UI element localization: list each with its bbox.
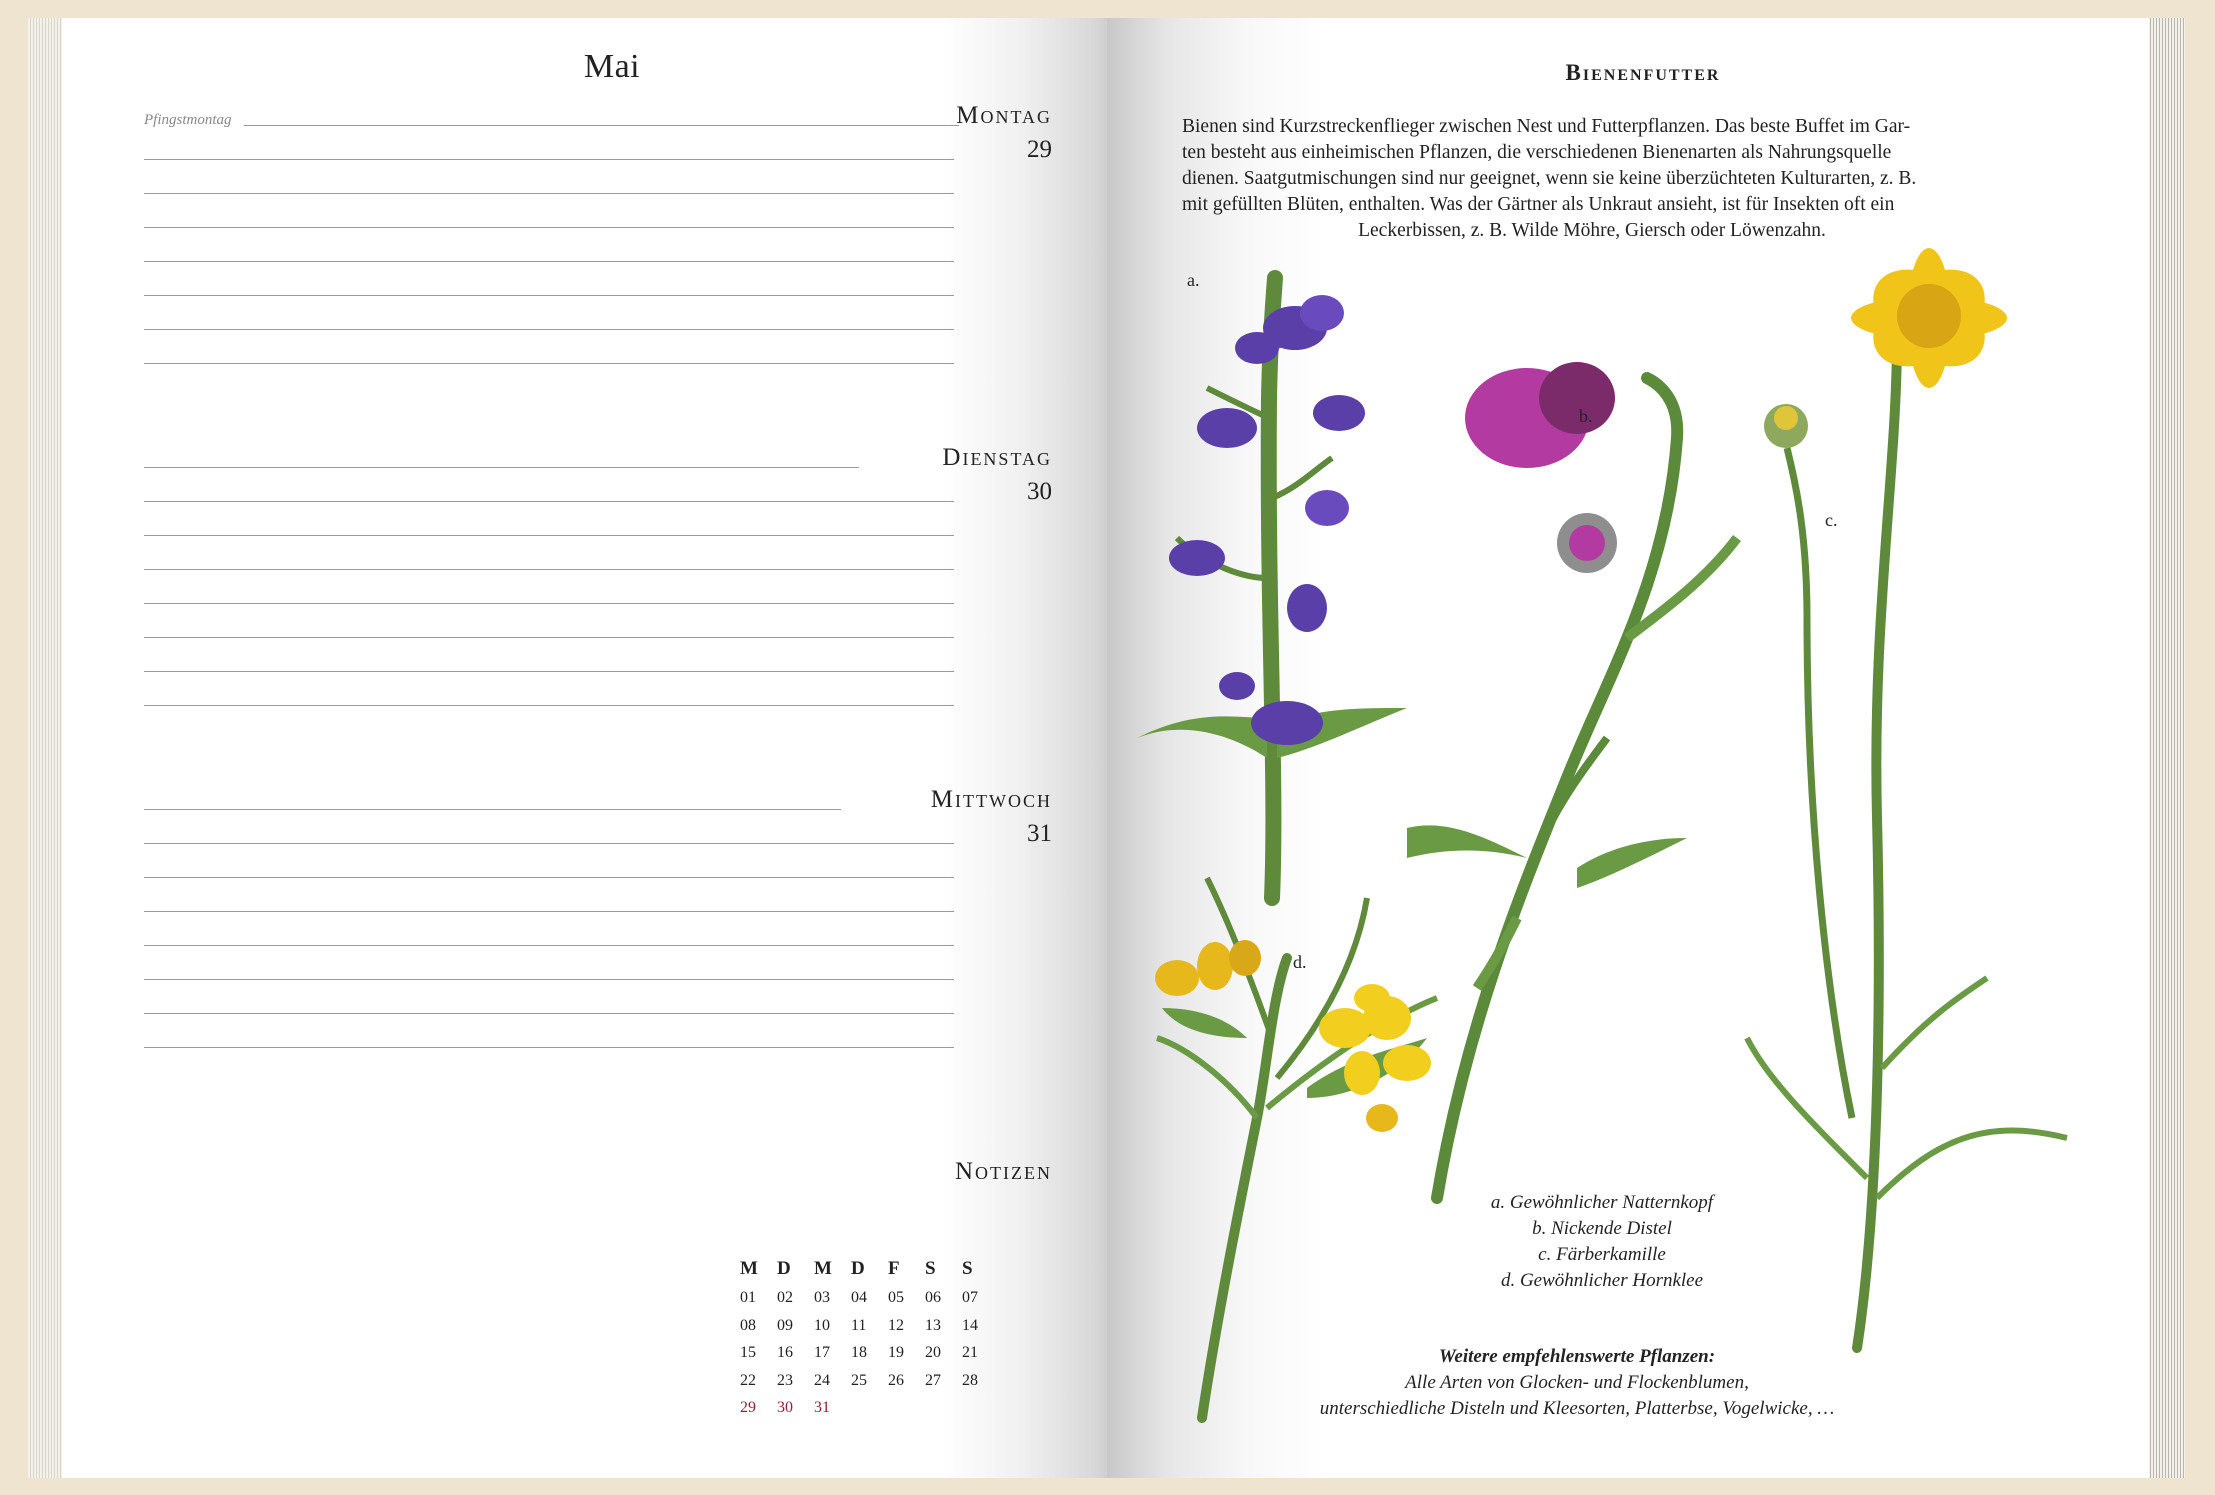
right-page-edges xyxy=(2145,18,2185,1478)
writing-line[interactable] xyxy=(144,705,954,706)
weekday-label: D xyxy=(777,1258,791,1279)
weekday-label: M xyxy=(814,1258,832,1279)
calendar-day: 28 xyxy=(962,1371,978,1389)
holiday-label: Pfingstmontag xyxy=(144,112,232,128)
notes-heading: Notizen xyxy=(954,1158,1052,1185)
calendar-day: 04 xyxy=(851,1289,867,1306)
day-name-wednesday: Mittwoch xyxy=(930,786,1052,813)
golden-chamomile-plant xyxy=(1747,248,2067,1348)
writing-line[interactable] xyxy=(144,911,954,912)
day-block-wednesday xyxy=(144,772,1052,1012)
calendar-day: 06 xyxy=(925,1289,941,1306)
chamomile-flower-head xyxy=(1851,248,2007,388)
writing-line[interactable] xyxy=(144,569,954,570)
weekday-label: S xyxy=(962,1258,973,1279)
plant-label-d: d. xyxy=(1293,952,1307,972)
further-plants-heading: Weitere empfehlenswerte Pflanzen: xyxy=(1438,1346,1716,1367)
further-plants-line: unterschiedliche Disteln und Kleesorten, Platterbse, Vogelwicke, … xyxy=(1319,1398,1835,1419)
legend-item: d. Gewöhnlicher Hornklee xyxy=(1500,1270,1704,1291)
calendar-day: 14 xyxy=(962,1316,978,1334)
calendar-day: 19 xyxy=(888,1344,904,1361)
right-page-illustration xyxy=(1107,18,2149,1478)
legend-item: b. Nickende Distel xyxy=(1532,1218,1672,1239)
calendar-day: 07 xyxy=(962,1289,978,1306)
calendar-day: 05 xyxy=(888,1289,904,1306)
writing-line[interactable] xyxy=(144,671,954,672)
viper-bugloss-plant xyxy=(1137,278,1407,898)
calendar-day: 10 xyxy=(814,1316,830,1334)
calendar-day: 22 xyxy=(740,1371,756,1389)
calendar-day: 24 xyxy=(814,1371,830,1389)
plant-label-a: a. xyxy=(1187,270,1200,290)
calendar-day: 01 xyxy=(740,1289,756,1306)
writing-line[interactable] xyxy=(144,603,954,604)
writing-line[interactable] xyxy=(144,329,954,330)
weekday-label: F xyxy=(888,1258,900,1279)
calendar-day: 03 xyxy=(814,1289,830,1306)
calendar-day: 25 xyxy=(851,1371,867,1389)
legend-item: a. Gewöhnlicher Natternkopf xyxy=(1490,1192,1714,1213)
calendar-day: 13 xyxy=(925,1316,941,1334)
paragraph-line: dienen. Saatgutmischungen sind nur geeignet, wenn sie keine überzüchteten Kulturarten, z. B. xyxy=(1182,168,1917,189)
holiday-line xyxy=(244,125,959,126)
calendar-day: 15 xyxy=(740,1344,756,1361)
paragraph-line: Leckerbissen, z. B. Wilde Möhre, Giersch oder Löwenzahn. xyxy=(1358,220,1826,241)
weekday-label: M xyxy=(740,1258,758,1279)
nodding-thistle-plant xyxy=(1407,362,1737,1198)
plant-legend xyxy=(1377,1190,1827,1294)
header-line xyxy=(144,809,841,810)
calendar-day: 27 xyxy=(925,1371,941,1389)
calendar-day-current-week: 29 xyxy=(740,1399,756,1416)
day-name-tuesday: Dienstag xyxy=(942,444,1052,471)
legend-item: c. Färberkamille xyxy=(1538,1244,1666,1265)
mini-calendar-week xyxy=(740,1367,999,1395)
writing-line[interactable] xyxy=(144,261,954,262)
left-page-week-planner xyxy=(62,18,1107,1478)
calendar-day: 26 xyxy=(888,1371,904,1389)
mini-calendar-week xyxy=(740,1394,999,1422)
paragraph-line: ten besteht aus einheimischen Pflanzen, die verschiedenen Bienenarten als Nahrungsquelle xyxy=(1182,142,1892,163)
mini-calendar xyxy=(740,1258,999,1422)
calendar-day: 23 xyxy=(777,1371,793,1389)
header-line xyxy=(144,467,859,468)
calendar-day: 09 xyxy=(777,1316,793,1334)
calendar-day: 11 xyxy=(851,1316,867,1334)
writing-line[interactable] xyxy=(144,501,954,502)
writing-line[interactable] xyxy=(144,363,954,364)
mini-calendar-week xyxy=(740,1339,999,1367)
calendar-day: 21 xyxy=(962,1344,978,1361)
mini-calendar-week xyxy=(740,1312,999,1340)
paragraph-line: mit gefüllten Blüten, enthalten. Was der Gärtner als Unkraut ansieht, ist für Insekten oft ein xyxy=(1182,194,1895,215)
calendar-day: 08 xyxy=(740,1316,756,1334)
calendar-day-current-week: 31 xyxy=(814,1399,830,1416)
day-block-monday xyxy=(144,88,1052,328)
calendar-day: 16 xyxy=(777,1344,793,1361)
writing-line[interactable] xyxy=(144,637,954,638)
calendar-day: 12 xyxy=(888,1316,904,1334)
weekday-label: S xyxy=(925,1258,936,1279)
writing-line[interactable] xyxy=(144,1013,954,1014)
writing-line[interactable] xyxy=(144,193,954,194)
writing-line[interactable] xyxy=(144,227,954,228)
illustration-title: Bienenfutter xyxy=(1565,60,1721,85)
mini-calendar-weekdays xyxy=(740,1258,999,1280)
day-number-tuesday: 30 xyxy=(1027,478,1052,505)
writing-line[interactable] xyxy=(144,945,954,946)
calendar-day: 18 xyxy=(851,1344,867,1361)
calendar-day: 17 xyxy=(814,1344,830,1361)
month-title: Mai xyxy=(583,48,641,85)
further-plants-note xyxy=(1227,1344,1927,1422)
writing-line[interactable] xyxy=(144,877,954,878)
mini-calendar-week xyxy=(740,1284,999,1312)
day-number-wednesday: 31 xyxy=(1027,820,1052,847)
writing-line[interactable] xyxy=(144,159,954,160)
writing-line[interactable] xyxy=(144,1047,954,1048)
calendar-day-current-week: 30 xyxy=(777,1399,793,1416)
plant-label-b: b. xyxy=(1579,406,1593,426)
further-plants-line: Alle Arten von Glocken- und Flockenblumen, xyxy=(1405,1372,1749,1393)
weekday-label: D xyxy=(851,1258,865,1279)
day-block-tuesday xyxy=(144,430,1052,670)
writing-line[interactable] xyxy=(144,535,954,536)
writing-line[interactable] xyxy=(144,979,954,980)
writing-line[interactable] xyxy=(144,295,954,296)
plant-label-c: c. xyxy=(1825,510,1838,530)
day-number-monday: 29 xyxy=(1027,136,1052,163)
day-name-monday: Montag xyxy=(956,102,1052,129)
paragraph-line: Bienen sind Kurzstreckenflieger zwischen Nest und Futterpflanzen. Das beste Buffet im Gar- xyxy=(1182,116,1911,137)
calendar-day: 20 xyxy=(925,1344,941,1361)
calendar-day: 02 xyxy=(777,1289,793,1306)
writing-line[interactable] xyxy=(144,843,954,844)
